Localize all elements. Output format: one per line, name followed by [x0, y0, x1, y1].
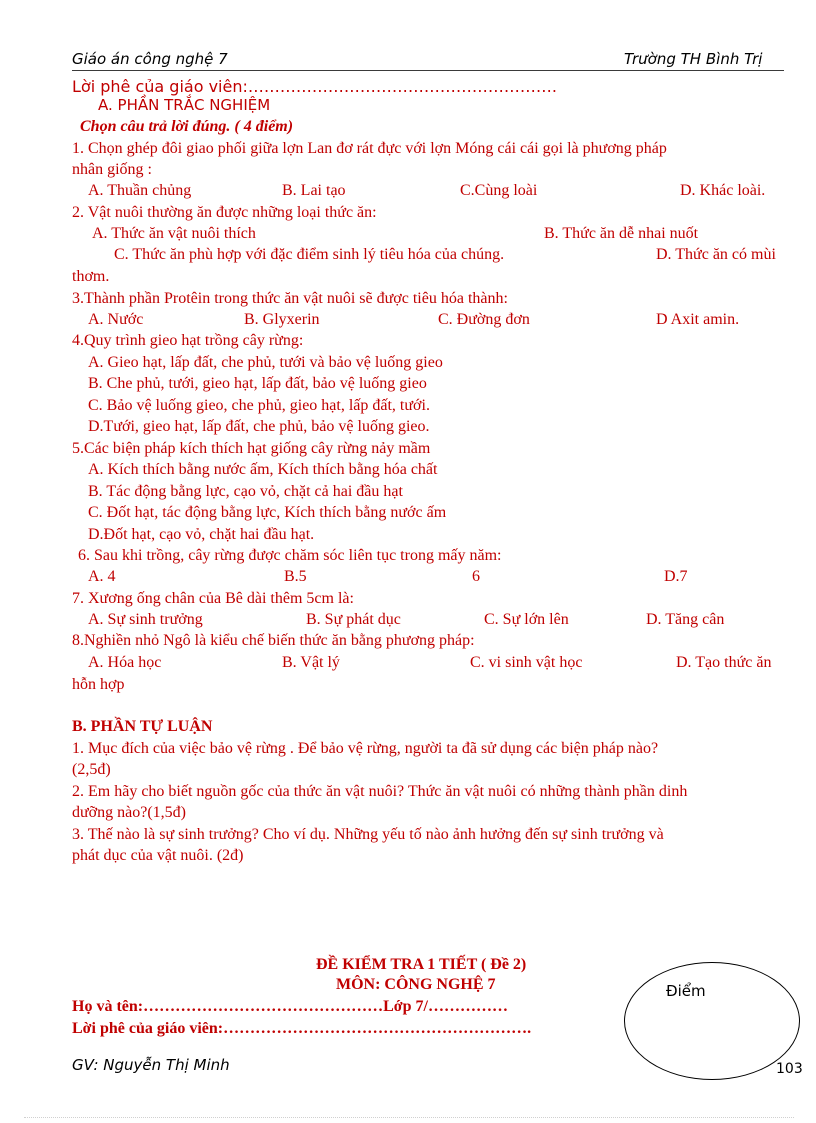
q4-option-c: C. Bảo vệ luống gieo, che phủ, gieo hạt, lấp đất, tưới.: [88, 397, 430, 414]
q8-option-b: B. Vật lý: [282, 654, 340, 671]
q3-option-a: A. Nước: [88, 311, 144, 328]
section-a-title: A. PHẦN TRẮC NGHIỆM: [98, 96, 271, 114]
q2-option-b: B. Thức ăn dễ nhai nuốt: [544, 225, 699, 242]
q3-option-d: D Axit amin.: [656, 311, 740, 328]
q8-option-d: D. Tạo thức ăn: [676, 654, 772, 671]
question-7: 7. Xương ống chân của Bê dài thêm 5cm là:: [72, 590, 354, 607]
q7-option-d: D. Tăng cân: [646, 611, 725, 628]
q4-option-d: D.Tưới, gieo hạt, lấp đất, che phủ, bảo vệ luống gieo.: [88, 418, 430, 435]
question-4: 4.Quy trình gieo hạt trồng cây rừng:: [72, 332, 304, 349]
q6-option-b: B.5: [284, 568, 307, 585]
q7-option-c: C. Sự lớn lên: [484, 611, 569, 628]
essay-3: 3. Thế nào là sự sinh trưởng? Cho ví dụ. Những yếu tố nào ảnh hưởng đến sự sinh trưởng và: [72, 826, 664, 843]
exam-teacher-comment-line: Lời phê của giáo viên:………………………………………………….: [72, 1020, 532, 1037]
q7-option-b: B. Sự phát dục: [306, 611, 401, 628]
question-6: 6. Sau khi trồng, cây rừng được chăm sóc liên tục trong mấy năm:: [78, 547, 502, 564]
question-8: 8.Nghiền nhỏ Ngô là kiểu chế biến thức ăn bằng phương pháp:: [72, 632, 475, 649]
q5-option-c: C. Đốt hạt, tác động bằng lực, Kích thích bằng nước ấm: [88, 504, 447, 521]
essay-2-cont: dưỡng nào?(1,5đ): [72, 804, 186, 821]
q3-option-b: B. Glyxerin: [244, 311, 320, 328]
score-label: Điểm: [666, 982, 706, 1000]
q8-option-a: A. Hóa học: [88, 654, 162, 671]
essay-3-cont: phát dục của vật nuôi. (2đ): [72, 847, 244, 864]
q3-option-c: C. Đường đơn: [438, 311, 530, 328]
header-rule: [72, 70, 784, 71]
q1-option-a: A. Thuần chủng: [88, 182, 192, 199]
q1-option-b: B. Lai tạo: [282, 182, 346, 199]
q2-option-c: C. Thức ăn phù hợp với đặc điểm sinh lý tiêu hóa của chúng.: [114, 246, 505, 263]
question-1-cont: nhân giống :: [72, 161, 152, 178]
q1-option-c: C.Cùng loài: [460, 182, 538, 199]
student-name-line: Họ và tên:………………………………………Lớp 7/……………: [72, 998, 508, 1015]
score-oval: [624, 962, 800, 1080]
q1-option-d: D. Khác loài.: [680, 182, 766, 199]
question-1: 1. Chọn ghép đôi giao phối giữa lợn Lan đơ rát đực với lợn Móng cái cái gọi là phương pháp: [72, 140, 667, 157]
page-number: 103: [776, 1061, 803, 1077]
q6-option-d: D.7: [664, 568, 688, 585]
essay-2: 2. Em hãy cho biết nguồn gốc của thức ăn vật nuôi? Thức ăn vật nuôi có những thành phần dinh: [72, 783, 688, 800]
question-5: 5.Các biện pháp kích thích hạt giống cây rừng nảy mầm: [72, 440, 431, 457]
section-a-instruction: Chọn câu trả lời đúng. ( 4 điểm): [80, 118, 294, 135]
essay-1-cont: (2,5đ): [72, 761, 111, 778]
q8-option-c: C. vi sinh vật học: [470, 654, 583, 671]
header-right: Trường TH Bình Trị: [624, 50, 763, 68]
bottom-dotted-rule: [24, 1117, 794, 1118]
q6-option-c: 6: [472, 568, 480, 585]
q2-option-d-cont: thơm.: [72, 268, 110, 285]
q4-option-b: B. Che phủ, tưới, gieo hạt, lấp đất, bảo vệ luống gieo: [88, 375, 427, 392]
q5-option-a: A. Kích thích bằng nước ấm, Kích thích bằng hóa chất: [88, 461, 438, 478]
q6-option-a: A. 4: [88, 568, 116, 585]
q4-option-a: A. Gieo hạt, lấp đất, che phủ, tưới và bảo vệ luống gieo: [88, 354, 443, 371]
exam-title: ĐỀ KIỂM TRA 1 TIẾT ( Đề 2): [316, 956, 527, 973]
q7-option-a: A. Sự sinh trưởng: [88, 611, 203, 628]
q2-option-d: D. Thức ăn có mùi: [656, 246, 776, 263]
exam-subject: MÔN: CÔNG NGHỆ 7: [336, 976, 496, 993]
q8-option-d-cont: hỗn hợp: [72, 676, 125, 693]
footer-teacher: GV: Nguyễn Thị Minh: [72, 1056, 230, 1074]
header-left: Giáo án công nghệ 7: [72, 50, 228, 68]
q2-option-a: A. Thức ăn vật nuôi thích: [92, 225, 256, 242]
question-3: 3.Thành phần Protêin trong thức ăn vật nuôi sẽ được tiêu hóa thành:: [72, 290, 508, 307]
teacher-comment-line: Lời phê của giáo viên:………………………………………………….: [72, 77, 557, 96]
section-b-title: B. PHẦN TỰ LUẬN: [72, 718, 213, 735]
q5-option-b: B. Tác động bằng lực, cạo vỏ, chặt cả hai đầu hạt: [88, 483, 403, 500]
essay-1: 1. Mục đích của việc bảo vệ rừng . Để bảo vệ rừng, người ta đã sử dụng các biện pháp nào?: [72, 740, 659, 757]
q5-option-d: D.Đốt hạt, cạo vỏ, chặt hai đầu hạt.: [88, 526, 315, 543]
question-2: 2. Vật nuôi thường ăn được những loại thức ăn:: [72, 204, 377, 221]
